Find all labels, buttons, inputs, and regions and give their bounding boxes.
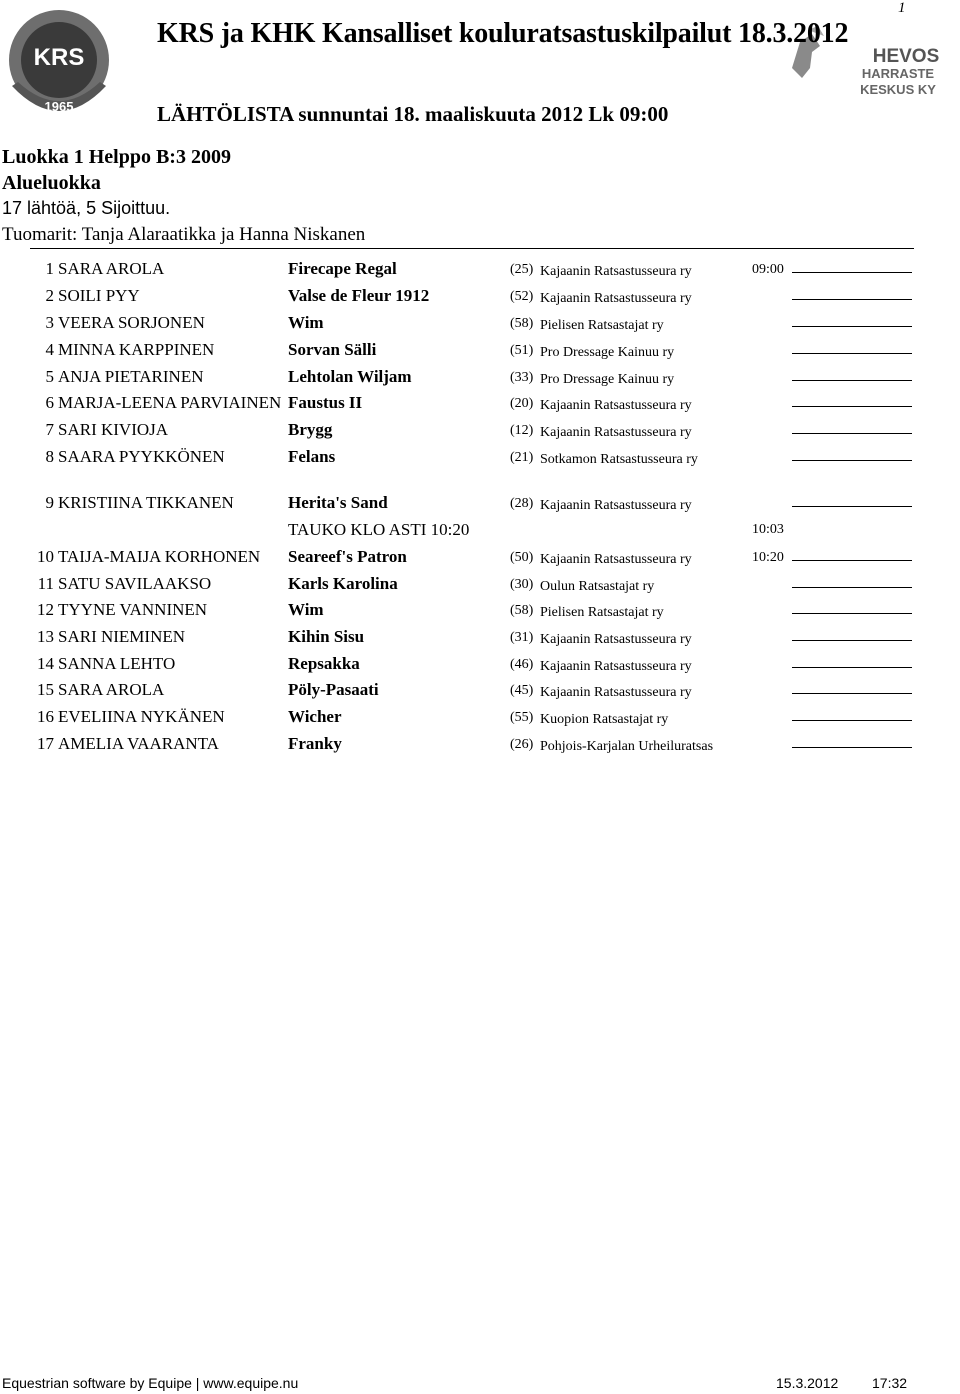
club-name: Kajaanin Ratsastusseura ry — [540, 498, 692, 513]
rider-name: VEERA SORJONEN — [58, 313, 205, 332]
result-line — [792, 587, 912, 588]
horse-name: Wim — [288, 313, 324, 332]
club-code: (25) — [510, 262, 534, 277]
club-name: Pielisen Ratsastajat ry — [540, 318, 664, 333]
footer-time: 17:32 — [872, 1375, 908, 1391]
hevos-logo-line-3: KESKUS KY — [860, 82, 936, 97]
club-name: Pro Dressage Kainuu ry — [540, 345, 675, 360]
rider-name: TAIJA-MAIJA KORHONEN — [58, 547, 261, 566]
result-line — [792, 326, 912, 327]
entry-number: 5 — [45, 367, 54, 386]
krs-logo — [4, 8, 114, 126]
rider-name: SATU SAVILAAKSO — [58, 574, 212, 593]
club-name: Kajaanin Ratsastusseura ry — [540, 425, 692, 440]
horse-name: Faustus II — [288, 393, 363, 412]
header-divider — [30, 248, 914, 249]
result-line — [792, 506, 912, 507]
result-line — [792, 747, 912, 748]
rider-name: SOILI PYY — [58, 286, 140, 305]
horse-name: Brygg — [288, 420, 333, 439]
club-code: (58) — [510, 316, 534, 331]
club-code: (21) — [510, 450, 534, 465]
horse-name: Repsakka — [288, 654, 360, 673]
club-code: (31) — [510, 630, 534, 645]
club-name: Kajaanin Ratsastusseura ry — [540, 659, 692, 674]
result-line — [792, 406, 912, 407]
rider-name: KRISTIINA TIKKANEN — [58, 493, 234, 512]
club-name: Pro Dressage Kainuu ry — [540, 372, 675, 387]
entry-number: 11 — [37, 574, 54, 593]
horse-name: Pöly-Pasaati — [288, 680, 379, 699]
entry-number: 16 — [37, 707, 54, 726]
club-code: (58) — [510, 603, 534, 618]
club-code: (52) — [510, 289, 534, 304]
club-name: Sotkamon Ratsastusseura ry — [540, 452, 698, 467]
entry-number: 7 — [45, 420, 54, 439]
hevos-logo-line-1: HEVOS — [872, 46, 940, 67]
footer-date: 15.3.2012 — [776, 1375, 839, 1391]
horse-name: Firecape Regal — [288, 259, 397, 278]
club-name: Kajaanin Ratsastusseura ry — [540, 685, 692, 700]
class-subname: Alueluokka — [2, 172, 101, 194]
rider-name: SANNA LEHTO — [58, 654, 176, 673]
class-starts: 17 lähtöä, 5 Sijoittuu. — [2, 198, 171, 218]
club-code: (12) — [510, 423, 534, 438]
rider-name: SAARA PYYKKÖNEN — [58, 447, 225, 466]
club-code: (45) — [510, 683, 534, 698]
rider-name: SARI KIVIOJA — [58, 420, 169, 439]
class-judges: Tuomarit: Tanja Alaraatikka ja Hanna Niskanen — [2, 224, 366, 245]
club-code: (46) — [510, 657, 534, 672]
break-label: TAUKO KLO ASTI 10:20 — [288, 520, 470, 539]
entry-number: 14 — [37, 654, 54, 673]
entry-number: 8 — [45, 447, 54, 466]
rider-name: TYYNE VANNINEN — [58, 600, 208, 619]
horse-name: Karls Karolina — [288, 574, 398, 593]
start-time: 09:00 — [752, 262, 784, 277]
horse-name: Herita's Sand — [288, 493, 388, 512]
entry-number: 17 — [37, 734, 54, 753]
rider-name: MINNA KARPPINEN — [58, 340, 215, 359]
entry-number: 3 — [45, 313, 54, 332]
entry-number: 6 — [45, 393, 54, 412]
club-code: (20) — [510, 396, 534, 411]
class-name: Luokka 1 Helppo B:3 2009 — [2, 146, 231, 168]
club-name: Kajaanin Ratsastusseura ry — [540, 632, 692, 647]
result-line — [792, 353, 912, 354]
krs-logo-text: KRS — [33, 44, 85, 71]
horse-name: Lehtolan Wiljam — [288, 367, 412, 386]
club-name: Pielisen Ratsastajat ry — [540, 605, 664, 620]
start-time: 10:20 — [752, 550, 784, 565]
result-line — [792, 272, 912, 273]
result-line — [792, 460, 912, 461]
club-name: Oulun Ratsastajat ry — [540, 579, 655, 594]
result-line — [792, 613, 912, 614]
club-name: Kajaanin Ratsastusseura ry — [540, 552, 692, 567]
club-name: Kajaanin Ratsastusseura ry — [540, 264, 692, 279]
hevos-logo-line-2: HARRASTE — [861, 66, 935, 81]
entry-number: 4 — [45, 340, 54, 359]
horse-name: Wim — [288, 600, 324, 619]
club-code: (28) — [510, 496, 534, 511]
rider-name: SARA AROLA — [58, 259, 165, 278]
page-number: 1 — [898, 0, 906, 16]
result-line — [792, 560, 912, 561]
club-code: (33) — [510, 370, 534, 385]
entry-number: 10 — [37, 547, 54, 566]
result-line — [792, 380, 912, 381]
horse-name: Kihin Sisu — [288, 627, 365, 646]
club-name: Kuopion Ratsastajat ry — [540, 712, 669, 727]
entry-number: 13 — [37, 627, 54, 646]
rider-name: ANJA PIETARINEN — [58, 367, 204, 386]
club-code: (26) — [510, 737, 534, 752]
rider-name: MARJA-LEENA PARVIAINEN — [58, 393, 282, 412]
result-line — [792, 667, 912, 668]
page-title: KRS ja KHK Kansalliset kouluratsastuskilpailut 18.3.2012 — [157, 18, 849, 49]
result-line — [792, 640, 912, 641]
club-code: (50) — [510, 550, 534, 565]
entry-number: 2 — [45, 286, 54, 305]
krs-logo-year: 1965 — [44, 99, 74, 114]
club-code: (55) — [510, 710, 534, 725]
horse-name: Sorvan Sälli — [288, 340, 377, 359]
rider-name: SARI NIEMINEN — [58, 627, 186, 646]
horse-name: Seareef's Patron — [288, 547, 407, 566]
result-line — [792, 299, 912, 300]
entry-number: 12 — [37, 600, 54, 619]
entry-number: 9 — [45, 493, 54, 512]
break-time: 10:03 — [752, 522, 784, 537]
entry-number: 1 — [45, 259, 54, 278]
rider-name: EVELIINA NYKÄNEN — [58, 707, 225, 726]
club-name: Kajaanin Ratsastusseura ry — [540, 398, 692, 413]
result-line — [792, 693, 912, 694]
result-line — [792, 433, 912, 434]
page-subtitle: LÄHTÖLISTA sunnuntai 18. maaliskuuta 2012 Lk 09:00 — [157, 102, 669, 126]
rider-name: AMELIA VAARANTA — [58, 734, 219, 753]
entry-number: 15 — [37, 680, 54, 699]
horse-name: Valse de Fleur 1912 — [288, 286, 430, 305]
club-name: Kajaanin Ratsastusseura ry — [540, 291, 692, 306]
club-code: (51) — [510, 343, 534, 358]
horse-name: Felans — [288, 447, 336, 466]
rider-name: SARA AROLA — [58, 680, 165, 699]
horse-name: Franky — [288, 734, 342, 753]
club-name: Pohjois-Karjalan Urheiluratsas — [540, 739, 714, 754]
footer-software: Equestrian software by Equipe | www.equipe.nu — [2, 1375, 299, 1391]
club-code: (30) — [510, 577, 534, 592]
horse-name: Wicher — [288, 707, 342, 726]
result-line — [792, 720, 912, 721]
